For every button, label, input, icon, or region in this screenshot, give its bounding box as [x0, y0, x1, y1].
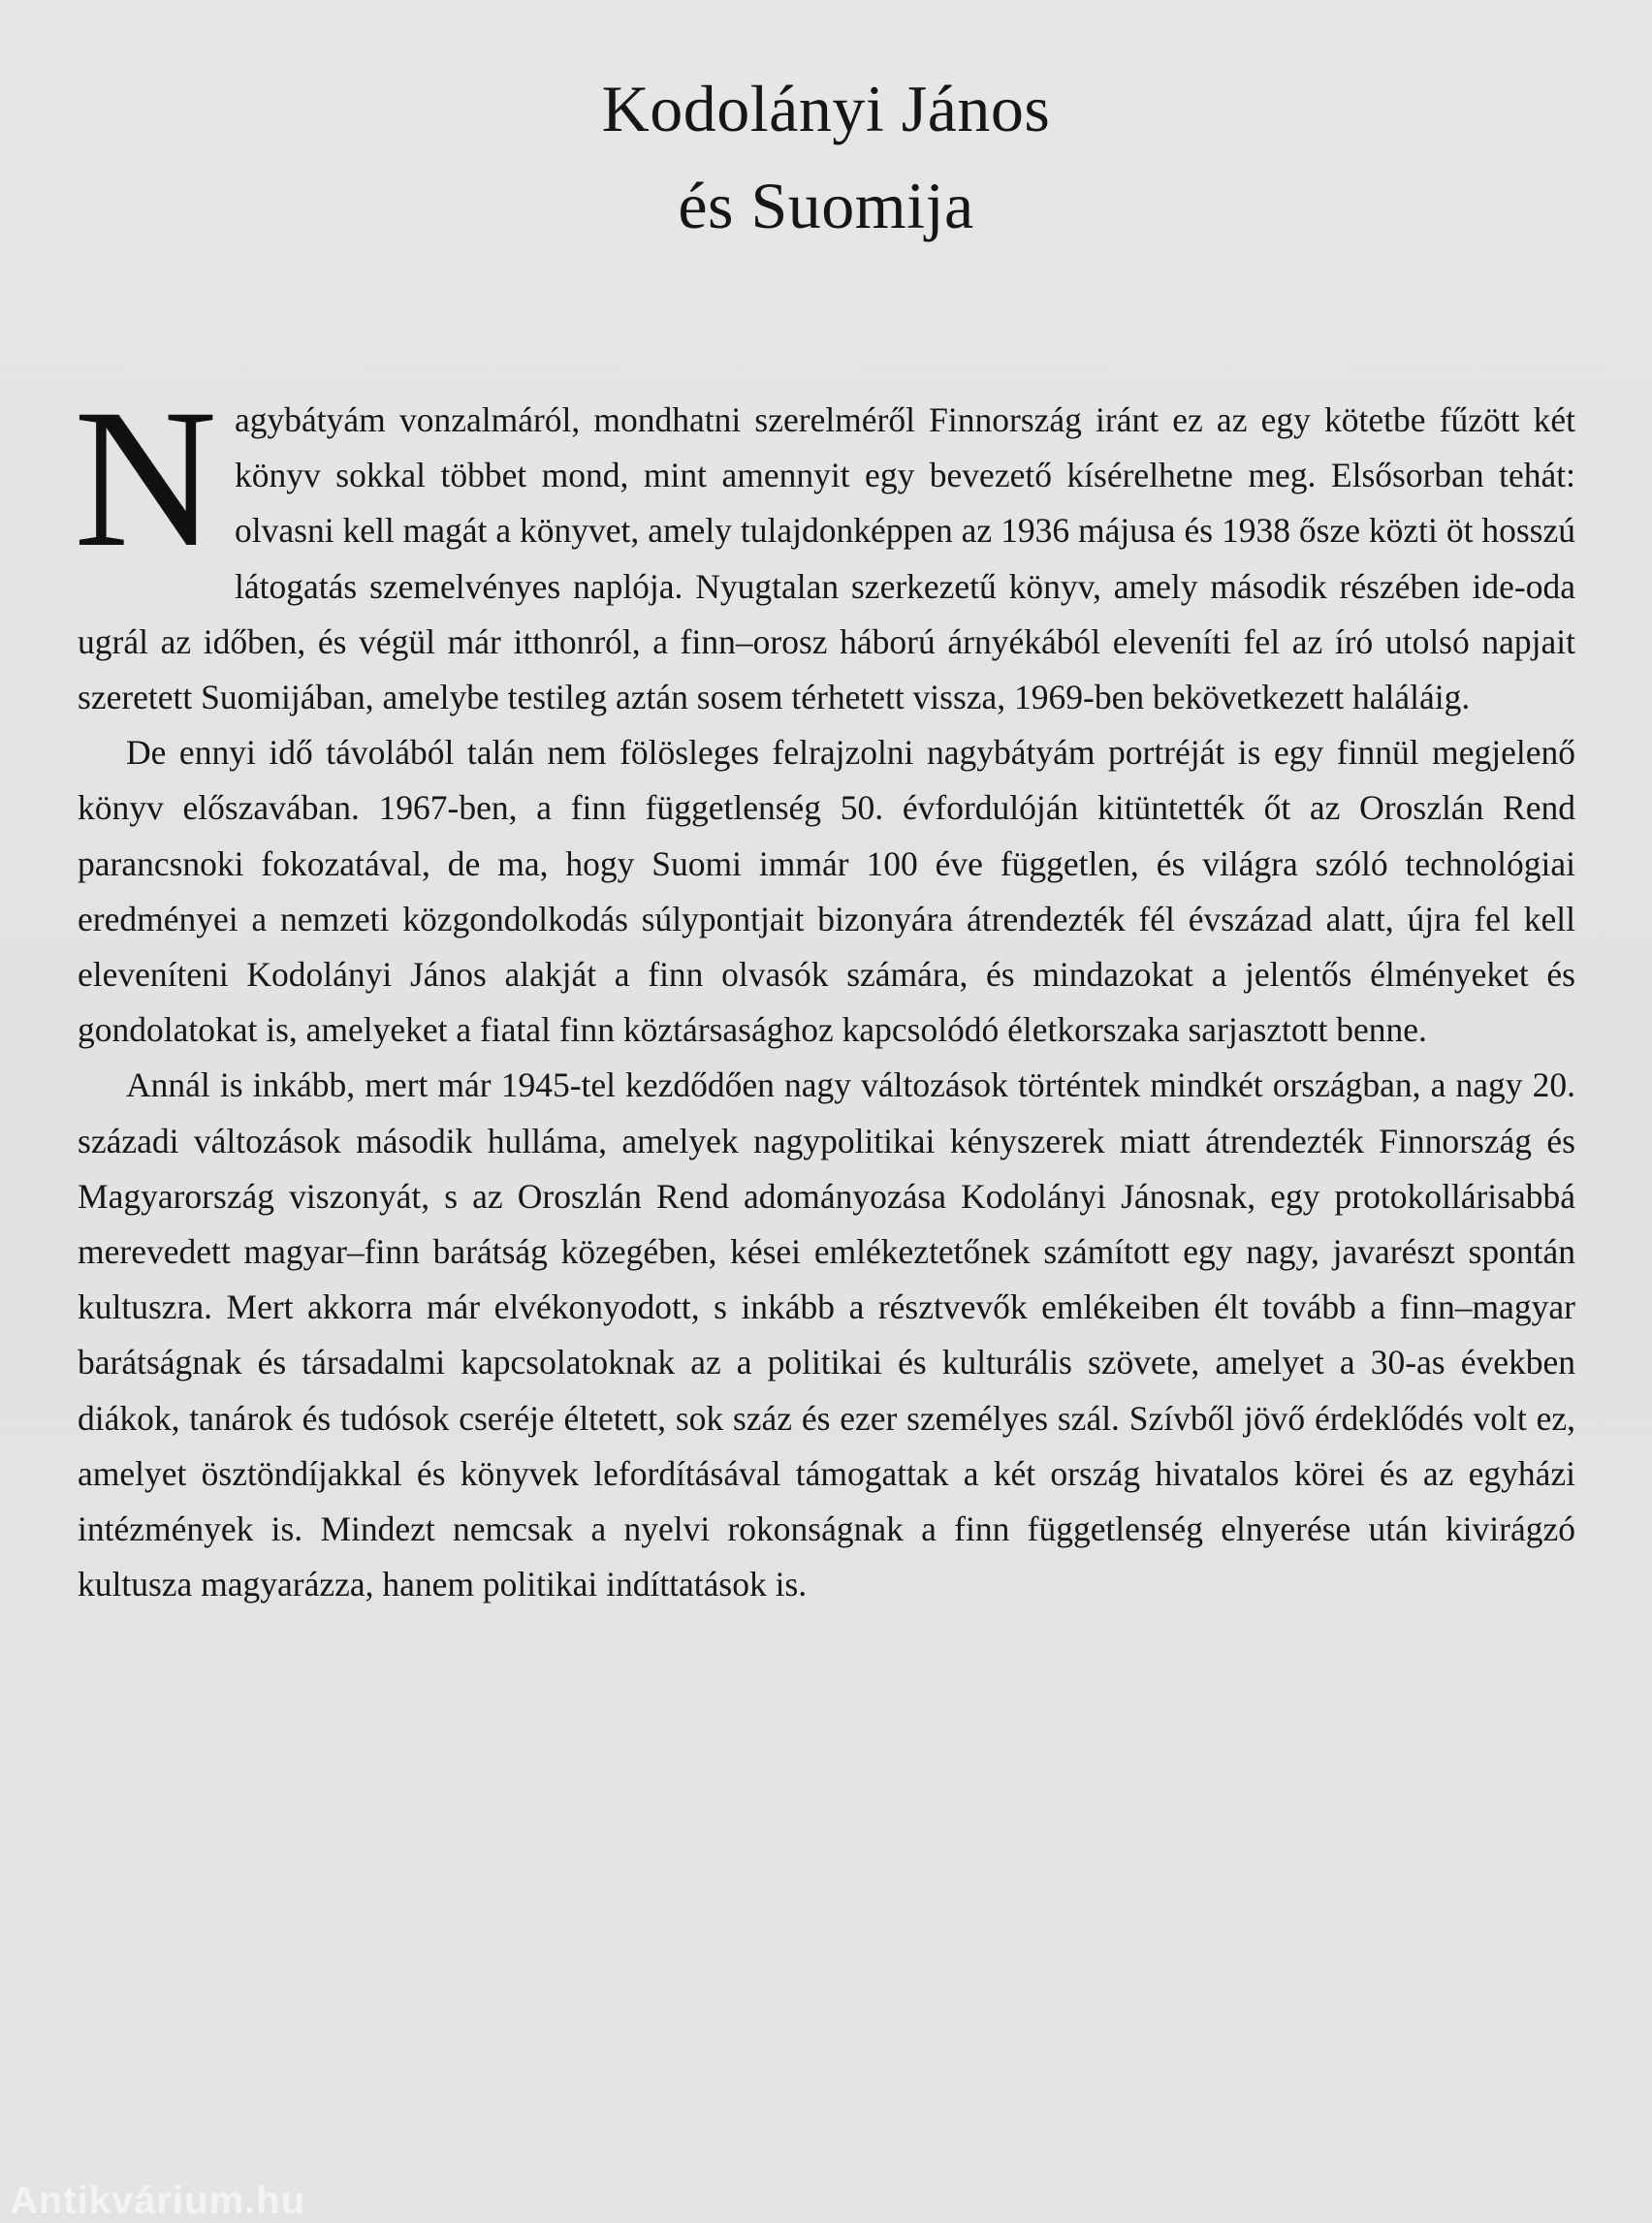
paragraph-3: Annál is inkább, mert már 1945-tel kezdődően nagy változások történtek mindkét országban, a nagy 20. századi változások második hulláma, amelyek nagypolitikai kényszerek miatt átrendezték Finnország és Magyarország viszonyát, s az Oroszlán Rend adományozása Kodolányi Jánosnak, egy protokollárisabbá merevedett magyar–finn barátság közegében, kései emlékeztetőnek számított egy nagy, javarészt spontán kultuszra. Mert akkorra már elvékonyodott, s inkább a résztvevők emlékeiben élt tovább a finn–magyar barátságnak és társadalmi kapcsolatoknak az a politikai és kulturális szövete, amelyet a 30-as években diákok, tanárok és tudósok cseréje éltetett, sok száz és ezer személyes szál. Szívből jövő érdeklődés volt ez, amelyet ösztöndíjakkal és könyvek lefordításával támogattak a két ország hivatalos körei és az egyházi intézmények is. Mindezt nemcsak a nyelvi rokonságnak a finn függetlenség elnyerése után kivirágzó kultusza magyarázza, hanem politikai indíttatások is.	[78, 1065, 1575, 1604]
watermark: Antikvárium.hu	[10, 2179, 306, 2222]
drop-cap: N	[74, 368, 218, 588]
body-text	[74, 368, 1575, 1612]
paragraph-2: De ennyi idő távolából talán nem fölösleges felrajzolni nagybátyám portréját is egy finnül megjelenő könyv előszavában. 1967-ben, a finn függetlenség 50. évfordulóján kitüntették őt az Oroszlán Rend parancsnoki fokozatával, de ma, hogy Suomi immár 100 éve független, és világra szóló technológiai eredményei a nemzeti közgondolkodás súlypontjait bizonyára átrendezték fél évszázad alatt, újra fel kell eleveníteni Kodolányi János alakját a finn olvasók számára, és mindazokat a jelentős élményeket és gondolatokat is, amelyeket a fiatal finn köztársasághoz kapcsolódó életkorszaka sarjasztott benne.	[78, 733, 1575, 1050]
chapter-title-line-2: és Suomija	[678, 169, 974, 242]
chapter-title-line-1: Kodolányi János	[601, 72, 1051, 145]
paragraph-1	[74, 368, 1575, 725]
chapter-title	[0, 60, 1652, 254]
paragraph-1-text: agybátyám vonzalmáról, mondhatni szerelméről Finnország iránt ez az egy kötetbe fűzött két könyv sokkal többet mond, mint amennyit egy bevezető kísérelhetne meg. Elsősorban tehát: olvasni kell magát a könyvet, amely tulajdonképpen az 1936 májusa és 1938 ősze közti öt hosszú látogatás szemelvényes naplója. Nyugtalan szerkezetű könyv, amely második részében ide-oda ugrál az időben, és végül már itthonról, a finn–orosz háború árnyékából eleveníti fel az író utolsó napjait szeretett Suomijában, amelybe testileg aztán sosem térhetett vissza, 1969-ben bekövetkezett haláláig.	[78, 400, 1575, 717]
